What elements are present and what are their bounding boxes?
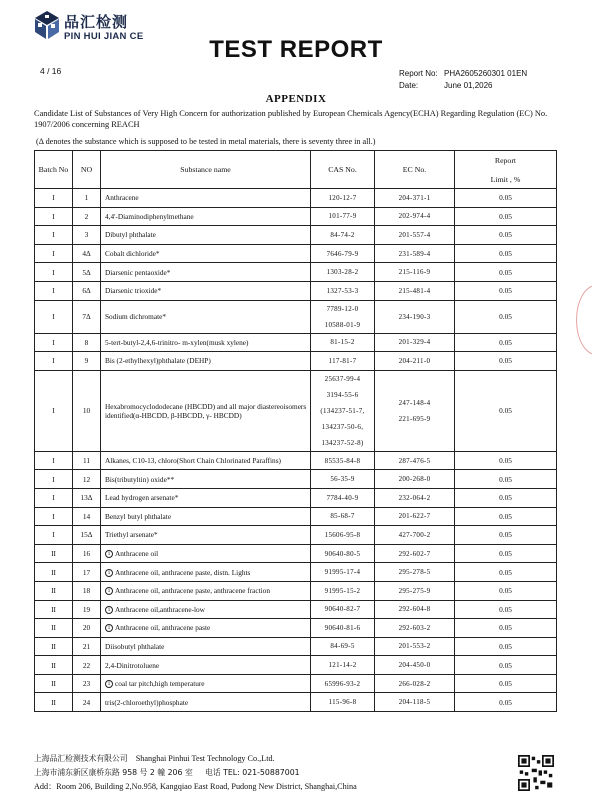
cell-ec [375,370,455,451]
cell-ec [375,226,455,245]
cell-substance [101,189,311,208]
cell-batch: II [35,544,73,563]
cell-batch: I [35,300,73,333]
table-row [35,226,557,245]
circled-one-icon: 1 [105,550,113,558]
cell-cas [311,281,375,300]
ec-value: 221-695-9 [398,414,431,423]
cas-value: 15606-95-8 [324,530,361,539]
table-row [35,370,557,451]
table-row [35,352,557,371]
cell-batch: II [35,656,73,675]
cell-ec [375,507,455,526]
footer [34,752,357,794]
substance-name: 5-tert-butyl-2,4,6-trinitro- m-xylen(musk xylene) [105,337,249,347]
cell-no: 9 [73,352,101,371]
cell-cas [311,333,375,352]
cell-ec [375,526,455,545]
cas-value: 7646-79-9 [326,249,359,258]
cell-ec [375,619,455,638]
cell-no: 18 [73,581,101,600]
ec-value: 204-371-1 [398,193,431,202]
cell-batch: II [35,637,73,656]
cell-batch: II [35,600,73,619]
cell-cas [311,693,375,712]
cell-batch: II [35,581,73,600]
qr-code-icon [518,755,554,791]
table-row [35,244,557,263]
cell-substance [101,600,311,619]
cell-no: 4Δ [73,244,101,263]
substance-name: Diarsenic pentaoxide* [105,267,171,277]
cell-cas [311,244,375,263]
cas-value: 81-15-2 [330,338,355,347]
cell-cas [311,370,375,451]
substance-name: Anthracene oil, anthracene paste, distn. Lights [115,567,251,577]
table-row [35,189,557,208]
ec-value: 204-450-0 [398,661,431,670]
footer-company-cn: 上海品汇检测技术有限公司 [34,754,128,763]
cas-value: 7784-40-9 [326,493,359,502]
cell-ec [375,333,455,352]
cell-no: 15Δ [73,526,101,545]
substance-name: Anthracene [105,193,139,203]
table-row [35,619,557,638]
ec-value: 231-589-4 [398,249,431,258]
substance-name: Anthracene oil [115,549,159,559]
table-row [35,333,557,352]
cell-substance [101,488,311,507]
cell-batch: II [35,693,73,712]
cell-cas [311,488,375,507]
header-limit-line1: Report [494,155,517,165]
page-number: 4 / 16 [40,66,62,76]
cell-batch: I [35,189,73,208]
table-row [35,488,557,507]
ec-value: 204-211-0 [398,356,431,365]
cell-limit: 0.05 [455,370,557,451]
ec-value: 232-064-2 [398,493,431,502]
logo-english-name: PIN HUI JIAN CE [64,31,144,42]
cell-limit: 0.05 [455,581,557,600]
report-no-value: PHA2605260301 01EN [444,69,528,78]
cell-ec [375,300,455,333]
cell-no: 11 [73,451,101,470]
table-row [35,507,557,526]
cell-substance [101,563,311,582]
cell-cas [311,656,375,675]
cell-ec [375,352,455,371]
substance-name: Diisobutyl phthalate [105,641,165,651]
logo-chinese-name: 品汇检测 [64,13,129,31]
cell-ec [375,581,455,600]
table-row [35,674,557,693]
cell-ec [375,544,455,563]
substance-name: Bis(tributyltin) oxide** [105,474,175,484]
cas-value: 115-96-8 [328,698,357,707]
cell-limit: 0.05 [455,526,557,545]
ec-value: 234-190-3 [398,312,431,321]
ec-value: 266-028-2 [398,679,431,688]
cas-value: 90640-80-5 [324,549,361,558]
cell-cas [311,544,375,563]
cell-substance [101,333,311,352]
cell-batch: II [35,619,73,638]
cell-ec [375,656,455,675]
cas-value: 91995-17-4 [324,568,361,577]
cell-substance [101,656,311,675]
footer-address-en: Add：Room 206, Building 2,No.958, Kangqiao East Road, Pudong New District, Shanghai,China [34,782,357,791]
cell-batch: I [35,488,73,507]
cell-no: 10 [73,370,101,451]
cell-limit: 0.05 [455,544,557,563]
substance-name: Hexabromocyclododecane (HBCDD) and all major diastereoisomers identified(α-HBCDD, β-HBCDD, γ- HBCDD) [105,401,307,420]
substance-name: 2,4-Dinitrotoluene [105,660,160,670]
table-row [35,300,557,333]
table-row [35,470,557,489]
footer-address-cn: 上海市浦东新区康桥东路 958 号 2 幢 206 室 [34,768,193,777]
cas-value: 3194-55-6 [326,390,359,399]
cas-value: 65996-93-2 [324,679,361,688]
cas-value: 85-68-7 [330,512,355,521]
cell-batch: II [35,563,73,582]
header-limit-line2: Limit , % [490,174,521,184]
cell-substance [101,674,311,693]
cell-no: 2 [73,207,101,226]
cell-cas [311,207,375,226]
substance-name: 4,4'-Diaminodiphenylmethane [105,211,194,221]
cell-limit: 0.05 [455,470,557,489]
cas-value: 120-12-7 [328,193,357,202]
cell-no: 24 [73,693,101,712]
cell-batch: I [35,333,73,352]
cell-ec [375,263,455,282]
report-title: TEST REPORT [209,36,383,63]
cell-cas [311,581,375,600]
substance-name: Anthracene oil,anthracene-low [115,604,205,614]
cell-limit: 0.05 [455,333,557,352]
cell-ec [375,207,455,226]
date-value: June 01,2026 [444,81,493,90]
cell-no: 3 [73,226,101,245]
cell-batch: I [35,244,73,263]
table-row [35,581,557,600]
cas-value: 84-74-2 [330,230,355,239]
cell-ec [375,470,455,489]
cell-limit: 0.05 [455,637,557,656]
cas-value: 84-69-5 [330,642,355,651]
cell-no: 5Δ [73,263,101,282]
red-seal-stamp [576,285,592,355]
cas-value: 90640-81-6 [324,623,361,632]
cell-substance [101,244,311,263]
circled-one-icon: 1 [105,624,113,632]
cas-value: (134237-51-7, [320,406,365,415]
substance-name: Sodium dichromate* [105,312,167,322]
cas-value: 10588-01-9 [324,320,361,329]
cell-ec [375,693,455,712]
cell-ec [375,563,455,582]
cas-value: 85535-84-8 [324,456,361,465]
cell-cas [311,674,375,693]
report-meta [399,68,527,92]
substance-name: Diarsenic trioxide* [105,286,162,296]
cell-cas [311,600,375,619]
delta-note: (Δ denotes the substance which is supposed to be tested in metal materials, there is seventy three in all.) [36,137,376,146]
cell-cas [311,507,375,526]
cell-no: 17 [73,563,101,582]
table-row [35,526,557,545]
table-row [35,263,557,282]
cell-substance [101,693,311,712]
cas-value: 1327-53-3 [326,286,359,295]
substance-name: Anthracene oil, anthracene paste [115,623,211,633]
substance-name: Anthracene oil, anthracene paste, anthracene fraction [115,586,270,596]
cell-limit: 0.05 [455,507,557,526]
cas-value: 7789-12-0 [326,304,359,313]
cell-batch: I [35,507,73,526]
cell-batch: I [35,281,73,300]
cell-no: 8 [73,333,101,352]
cas-value: 90640-82-7 [324,605,361,614]
cell-batch: I [35,370,73,451]
table-header-row [35,151,557,189]
cell-cas [311,470,375,489]
ec-value: 201-557-4 [398,230,431,239]
cas-value: 91995-15-2 [324,586,361,595]
ec-value: 427-700-2 [398,530,431,539]
cell-cas [311,300,375,333]
substance-name: tris(2-chloroethyl)phosphate [105,697,189,707]
cell-ec [375,674,455,693]
cell-cas [311,637,375,656]
circled-one-icon: 1 [105,587,113,595]
table-row [35,281,557,300]
header-substance: Substance name [101,151,311,189]
cell-no: 20 [73,619,101,638]
cell-limit: 0.05 [455,563,557,582]
table-row [35,693,557,712]
cell-cas [311,563,375,582]
cell-batch: I [35,352,73,371]
cell-ec [375,488,455,507]
table-row [35,207,557,226]
cell-limit: 0.05 [455,488,557,507]
cas-value: 117-81-7 [328,356,357,365]
cell-no: 19 [73,600,101,619]
cell-ec [375,451,455,470]
table-row [35,637,557,656]
ec-value: 292-603-2 [398,623,431,632]
cell-substance [101,300,311,333]
table-row [35,656,557,675]
ec-value: 295-278-5 [398,568,431,577]
cell-ec [375,244,455,263]
cell-substance [101,470,311,489]
cell-cas [311,263,375,282]
header-batch: Batch No [35,151,73,189]
cell-substance [101,451,311,470]
ec-value: 215-481-4 [398,286,431,295]
header-cas: CAS No. [311,151,375,189]
cell-batch: II [35,674,73,693]
cell-substance [101,263,311,282]
cas-value: 134237-52-8) [321,438,364,447]
cell-ec [375,281,455,300]
ec-value: 202-974-4 [398,212,431,221]
cell-substance [101,619,311,638]
cell-substance [101,370,311,451]
cas-value: 1303-28-2 [326,268,359,277]
cell-ec [375,637,455,656]
cell-substance [101,226,311,245]
footer-company-en: Shanghai Pinhui Test Technology Co.,Ltd. [135,754,275,763]
cell-limit: 0.05 [455,300,557,333]
cell-batch: I [35,526,73,545]
ec-value: 201-622-7 [398,512,431,521]
cell-substance [101,637,311,656]
cell-ec [375,189,455,208]
ec-value: 292-604-8 [398,605,431,614]
cell-limit: 0.05 [455,263,557,282]
cell-substance [101,526,311,545]
cell-limit: 0.05 [455,281,557,300]
header-no: NO [73,151,101,189]
cell-no: 22 [73,656,101,675]
cell-no: 14 [73,507,101,526]
cell-no: 12 [73,470,101,489]
cell-substance [101,207,311,226]
table-row [35,600,557,619]
substance-name: Cobalt dichloride* [105,249,160,259]
table-row [35,544,557,563]
table-row [35,563,557,582]
substance-name: Benzyl butyl phthalate [105,511,172,521]
cell-limit: 0.05 [455,226,557,245]
appendix-heading: APPENDIX [265,93,327,105]
cell-limit: 0.05 [455,451,557,470]
cas-value: 101-77-9 [328,212,357,221]
ec-value: 247-148-4 [398,398,431,407]
substance-name: coal tar pitch,high temperature [115,679,205,689]
cell-no: 16 [73,544,101,563]
cell-limit: 0.05 [455,189,557,208]
ec-value: 201-553-2 [398,642,431,651]
intro-text: Candidate List of Substances of Very High Concern for authorization published by European Chemicals Agency(ECHA) Regarding Regulation (EC) No. 1907/2006 concerning REACH [34,109,548,129]
cell-limit: 0.05 [455,693,557,712]
table-body [35,189,557,712]
ec-value: 201-329-4 [398,338,431,347]
report-no-label: Report No: [399,69,438,78]
cell-limit: 0.05 [455,600,557,619]
cell-cas [311,226,375,245]
cell-no: 1 [73,189,101,208]
footer-tel: 电话 TEL: 021-50887001 [205,768,300,777]
cell-limit: 0.05 [455,207,557,226]
cell-no: 13Δ [73,488,101,507]
cell-limit: 0.05 [455,352,557,371]
cell-limit: 0.05 [455,674,557,693]
header-ec: EC No. [375,151,455,189]
cell-cas [311,451,375,470]
cell-batch: I [35,263,73,282]
cell-batch: I [35,226,73,245]
ec-value: 204-118-5 [398,698,431,707]
cell-substance [101,352,311,371]
cell-substance [101,507,311,526]
cell-batch: I [35,207,73,226]
cas-value: 56-35-9 [330,475,355,484]
cell-substance [101,581,311,600]
cell-batch: I [35,470,73,489]
substance-name: Alkanes, C10-13, chloro(Short Chain Chlorinated Paraffins) [105,456,281,466]
cell-limit: 0.05 [455,244,557,263]
cell-no: 23 [73,674,101,693]
header-limit [455,151,557,189]
cas-value: 25637-99-4 [324,374,361,383]
cell-limit: 0.05 [455,656,557,675]
ec-value: 295-275-9 [398,586,431,595]
cell-no: 7Δ [73,300,101,333]
cell-no: 6Δ [73,281,101,300]
substance-name: Bis (2-ethylhexyl)phthalate (DEHP) [105,356,211,366]
ec-value: 292-602-7 [398,549,431,558]
date-label: Date: [399,81,419,90]
cell-substance [101,281,311,300]
circled-one-icon: 1 [105,569,113,577]
cell-cas [311,189,375,208]
ec-value: 215-116-9 [398,268,431,277]
substance-name: Dibutyl phthalate [105,230,156,240]
cell-substance [101,544,311,563]
circled-one-icon: 1 [105,680,113,688]
ec-value: 287-476-5 [398,456,431,465]
table-row [35,451,557,470]
cell-cas [311,352,375,371]
cell-ec [375,600,455,619]
circled-one-icon: 1 [105,606,113,614]
svhc-table [34,150,557,712]
substance-name: Lead hydrogen arsenate* [105,493,179,503]
cell-cas [311,619,375,638]
cell-cas [311,526,375,545]
cas-value: 121-14-2 [328,661,357,670]
cell-limit: 0.05 [455,619,557,638]
substance-name: Triethyl arsenate* [105,530,158,540]
cell-batch: I [35,451,73,470]
ec-value: 200-268-0 [398,475,431,484]
cas-value: 134237-50-6, [321,422,364,431]
cell-no: 21 [73,637,101,656]
